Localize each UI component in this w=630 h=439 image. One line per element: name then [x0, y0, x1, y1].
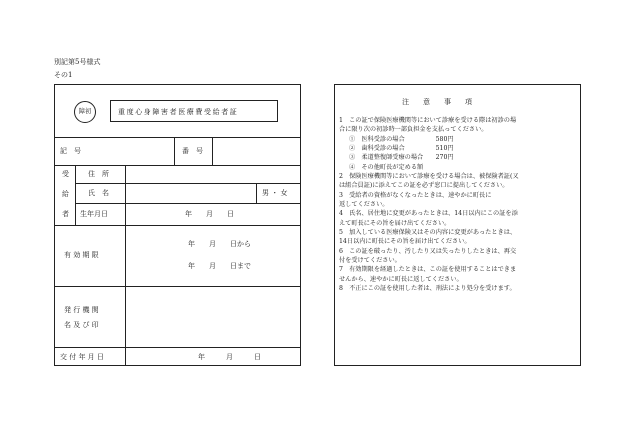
- bango-label: 番 号: [182, 147, 203, 155]
- note-line: 14日以内に町長にその旨を届け出てください。: [339, 238, 471, 245]
- note-line: ③ 柔道整復師受療の場合 270円: [349, 154, 454, 161]
- note-line: ④ その他町長が定める額: [349, 164, 424, 171]
- recipient-label-1: 受: [62, 170, 69, 178]
- divider: [54, 165, 301, 166]
- issue-date-label: 交 付 年 月 日: [60, 353, 104, 361]
- divider: [75, 165, 76, 225]
- divider: [174, 137, 175, 165]
- name-label: 氏 名: [88, 189, 109, 197]
- divider: [54, 347, 301, 348]
- note-line: は組合員証)に添えてこの証を必ず窓口に提出してください。: [339, 182, 509, 189]
- issuer-label-2: 名 及 び 印: [64, 321, 99, 329]
- note-line: 合に限り次の初診時一部負担金を支払ってください。: [339, 126, 488, 133]
- stamp-circle: [74, 101, 96, 123]
- form-number: 別記第5号様式: [54, 58, 101, 66]
- note-line: 返してください。: [339, 201, 389, 208]
- stamp-label: 障初: [78, 108, 92, 115]
- note-line: えて町長にその旨を届け出てください。: [339, 220, 451, 227]
- note-line: 4 氏名、居住地に変更があったときは、14日以内にこの証を添: [339, 210, 518, 217]
- divider: [54, 286, 301, 287]
- recipient-label-3: 者: [62, 210, 69, 218]
- dob-value: 年 月 日: [185, 210, 234, 218]
- note-line: 2 保険医療機関等において診療を受ける場合は、被保険者証(又: [339, 173, 519, 180]
- note-line: 6 この証を破ったり、汚したり又は失ったりしたときは、再交: [339, 248, 517, 255]
- validity-from: 年 月 日から: [188, 240, 251, 248]
- note-line: 8 不正にこの証を使用した者は、刑法により処分を受けます。: [339, 285, 516, 292]
- divider: [75, 203, 301, 204]
- note-line: 3 受給者の資格がなくなったときは、速やかに町長に: [339, 192, 492, 199]
- divider: [212, 137, 213, 165]
- address-label: 住 所: [88, 170, 109, 178]
- note-line: 付を受けてください。: [339, 257, 401, 264]
- divider: [125, 225, 126, 366]
- divider: [54, 137, 301, 138]
- sex-label: 男 ・ 女: [262, 189, 288, 197]
- dob-label: 生年月日: [80, 210, 108, 218]
- note-line: 1 この証で保険医療機関等において診療を受ける際は初診の場: [339, 117, 517, 124]
- issuer-label-1: 発 行 機 関: [64, 306, 99, 314]
- divider: [256, 183, 257, 203]
- notes-title: 注 意 事 項: [402, 98, 472, 106]
- recipient-label-2: 給: [62, 190, 69, 198]
- validity-to: 年 月 日まで: [188, 262, 251, 270]
- note-line: 7 有効期限を経過したときは、この証を使用することはできま: [339, 266, 517, 273]
- certificate-title: 重度心身障害者医療費受給者証: [118, 108, 239, 116]
- form-part: その1: [54, 71, 73, 79]
- divider: [75, 183, 301, 184]
- note-line: ① 医科受診の場合 580円: [349, 136, 454, 143]
- divider: [54, 225, 301, 226]
- kigo-label: 記 号: [60, 147, 81, 155]
- note-line: 5 加入している医療保険又はその内容に変更があったときは、: [339, 229, 517, 236]
- divider: [125, 165, 126, 225]
- issue-date-value: 年 月 日: [198, 353, 261, 361]
- note-line: ② 歯科受診の場合 510円: [349, 145, 454, 152]
- note-line: せんから、速やかに町長に返してください。: [339, 276, 463, 283]
- validity-label: 有 効 期 限: [64, 251, 99, 259]
